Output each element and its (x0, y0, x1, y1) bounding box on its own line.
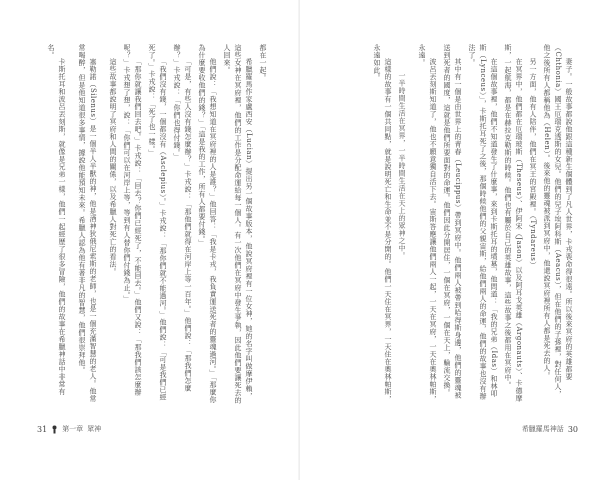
paragraph: 另一方面，他有人陪伴，他們在冥王的宮殿裡。（Tyndareus） (529, 58, 537, 269)
chapter-label: 第一章 (62, 425, 84, 433)
paragraph: 卡斯托耳和波呂丟刻斯，就像是兄弟一樣，他們一起經歷了很多冒險，他們的故事在希臘神話中非常有名。 (47, 44, 66, 396)
block-quote: 一半時間生活在冥界，一半時間生活在天上的眾神之中。 (398, 72, 406, 260)
paragraph: 在冥界中，他們都在厄瑞玻斯（Theseus）、伊阿宋（Jason）以及阿耳戈英雄（Argonauts）、卡德摩斯，一起航海，都是在赫拉克勒斯的時候。他們也有屬於自己的英雄故事，這些故事之後都用在冥府中。 (504, 44, 523, 402)
paragraph: 「可是，有些人沒有錢怎麼辦？」卡戎說：「那他們就得在河岸上等一百年。」他們說：「那我們怎麼辦？」卡戎說：「你們也得付錢。」 (173, 44, 192, 392)
paragraph-silenus: 塞勒諾（Silenus）是一個半人半獸的神，他是酒神狄俄尼索斯的老師，也是一個充滿智慧的老人。他常常喝醉，但是他知道很多事情，據說他能預知未來。希臘人認為他有著非凡的智慧，他們很崇拜他。 (78, 44, 97, 403)
page-number: 30 (567, 424, 578, 434)
paragraph: 這些故事都說明了冥府和人間的關係，以及希臘人對死亡的看法。 (109, 58, 117, 276)
paragraph: 都在一起。 (259, 44, 267, 82)
chapter-emblem-icon (51, 425, 58, 434)
paragraph: 「我們沒有錢，一個都沒有（Asclepius）。」卡戎說：「那你們就不能過河。」他們說：「可是我們已經死了。」卡戎說：「死了也一樣。」 (148, 44, 167, 401)
right-page-footer (522, 424, 578, 434)
section-label: 眾神 (87, 425, 102, 433)
paragraph: 這樣的故事有一個共同點，就是說明死亡和生命並不是分開的。他們一天住在冥界，一天住在奧林帕斯，永遠如此。 (373, 44, 392, 403)
right-page-body (334, 44, 574, 404)
paragraph: 「那你就讓我們回去吧。」卡戎說：「回去？你們已經死了，不能回去。」他們又說：「那我們該怎麼辦呢？」卡戎想了想，說：「你們可以在河岸上等，等到有人替你們付錢為止。」 (123, 44, 142, 396)
paragraph: 在這個故事裡，他們不知道發生了什麼事，來到卡斯托耳的墳墓，他問道：「我的兄弟（Idas）和林叩斯（Lynceus）」，卡斯托耳死了之後，那個時候他們的父親宙斯，給他們兩人的命運，他們的故事也沒有辦法了。 (468, 44, 498, 400)
left-page-footer (37, 424, 101, 434)
paragraph: 其中有一個是由世界上的青春（Leucippus）帶到冥府中。他們兩人被帶到哈得斯身邊，他們的靈魂被送到死者的國度，這就是他們所要面對的命運。他們因此分開居住，一個在冥府，一個在天上，輪流交換。 (443, 44, 462, 400)
paragraph: 波呂丟刻斯知道了，他也不願意獨自活下去。宙斯答應讓他們兩人一起，一天在冥府，一天在奧林帕斯，永遠。 (418, 44, 437, 403)
right-page (300, 0, 600, 480)
paragraph: 妻子。一般故事都說他跟這種新生個體到了凡人世界，卡戎喪命得很遠。所以後來冥府的英雄都要（Chthonia）國王厄瑞克透斯的女兒。他們的兒子埃阿科斯（Aeacus），但在他們的子孫裡，對任何人，他之後所有人都稱他為（Helen）。後來他的靈魂被派到冥府中，他還說冥府裡所有人都是死去的人。 (543, 44, 573, 398)
paragraph: 他們說：「我想知道在冥府裡的人是誰？」他回答：「我是卡戎，我負責運送死者的靈魂過河。」「那麼你為什麼要收他們的錢？」「這是我的工作，所有人都要付錢。」 (198, 44, 217, 404)
book-title-label: 希臘羅馬神話 (521, 425, 564, 433)
paragraph: 希臘羅馬作家盧西安（Lucian）提出另一個故事版本，他說冥府裡有一位女神，她的名字叫做摩伊賴，這些女神在冥府裡，他們的工作是分配命運給每一個人。有一次他們在冥府中發生爭執，因此他們要讓死去的人回來。 (223, 44, 253, 404)
page-number: 31 (37, 424, 48, 434)
left-page-body (38, 44, 268, 404)
